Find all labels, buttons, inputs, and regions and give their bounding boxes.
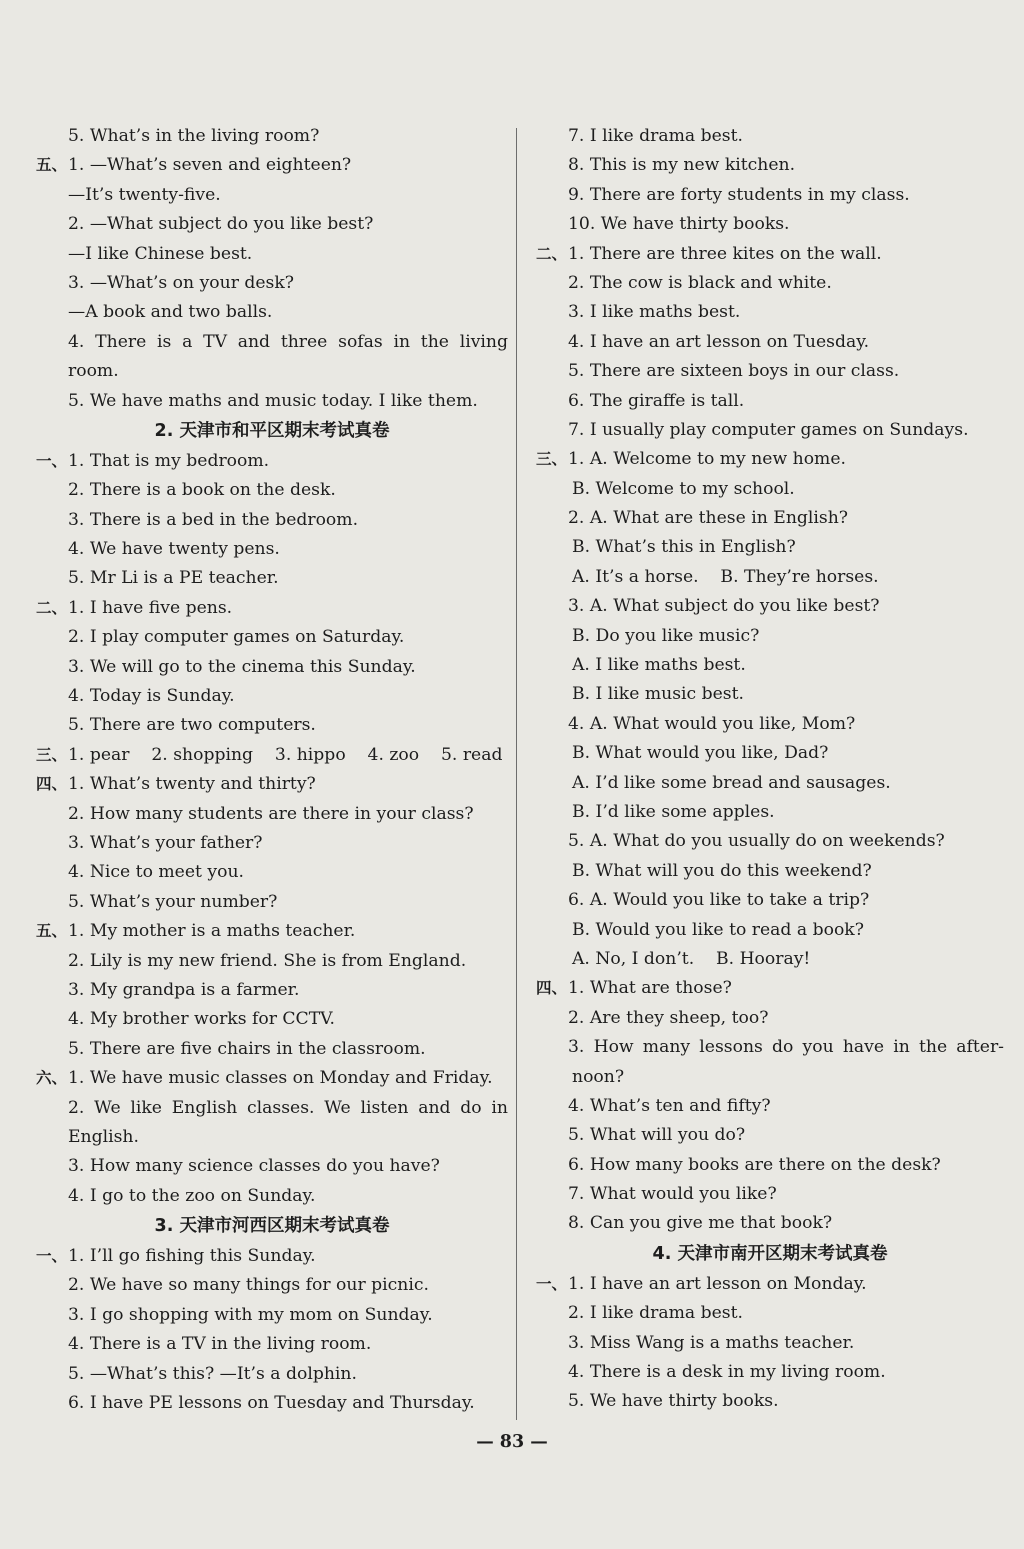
answer-line: 4. Today is Sunday. [68,686,235,707]
answer-line: 3. My grandpa is a farmer. [68,979,300,1000]
answer-line: —It’s twenty-five. [68,184,221,205]
answer-line: 5. What’s in the living room? [68,126,320,146]
answer-line: 2. How many students are there in your class? [68,803,474,824]
answer-line: 二、1. There are three kites on the wall. [536,240,1004,269]
section-marker: 四、 [36,775,68,794]
answer-line: 6. The giraffe is tall. [568,390,745,411]
answer-line: 五、1. My mother is a maths teacher. [36,917,508,946]
answer-line: 3. —What’s on your desk? [68,272,294,293]
answer-line: 四、1. What’s twenty and thirty? [36,770,508,799]
answer-line: 10. We have thirty books. [568,214,790,235]
answer-line: 5. There are five chairs in the classroom. [68,1038,426,1059]
answer-line: 5. What will you do? [568,1125,746,1146]
answer-line: 5. A. What do you usually do on weekends? [568,831,945,852]
answer-line: B. What’s this in English? [572,537,796,558]
answer-line: 8. This is my new kitchen. [568,155,796,176]
section-marker: 二、 [36,598,68,617]
answer-line: 9. There are forty students in my class. [568,184,910,205]
answer-line: 6. I have PE lessons on Tuesday and Thursday. [68,1393,475,1414]
answer-line: 4. My brother works for CCTV. [68,1009,336,1030]
answer-line: A. It’s a horse. B. They’re horses. [572,566,879,587]
section-marker: 一、 [36,451,68,470]
answer-line: 3. How many science classes do you have? [68,1156,440,1177]
right-column [536,122,1004,1417]
answer-line: 3. I like maths best. [568,302,741,323]
answer-line: room. [68,361,119,382]
section-marker: 二、 [536,244,568,263]
section-marker: 五、 [36,156,68,175]
answer-line: 4. We have twenty pens. [68,539,280,560]
answer-line: 6. How many books are there on the desk? [568,1154,941,1175]
answer-line: B. What would you like, Dad? [572,743,829,764]
answer-line: 2. Lily is my new friend. She is from England. [68,950,467,971]
answer-line: B. I’d like some apples. [572,801,775,822]
section-title: 4. 天津市南开区期末考试真卷 [652,1243,888,1264]
answer-line: 一、1. I’ll go fishing this Sunday. [36,1242,508,1271]
answer-line: 4. Nice to meet you. [68,862,244,883]
answer-line: 4. I have an art lesson on Tuesday. [568,331,870,352]
answer-line: B. Do you like music? [572,625,760,646]
answer-line: 六、1. We have music classes on Monday and Friday. [36,1064,508,1093]
answer-line: 5. We have thirty books. [568,1391,779,1412]
section-title: 2. 天津市和平区期末考试真卷 [154,420,390,441]
answer-line: 三、1. pear 2. shopping 3. hippo 4. zoo 5. read [36,741,508,770]
answer-line: 一、1. That is my bedroom. [36,447,508,476]
answer-line: B. Would you like to read a book? [572,919,864,940]
answer-line: 四、1. What are those? [536,974,1004,1003]
section-marker: 三、 [536,450,568,469]
answer-line: 5. What’s your number? [68,891,278,912]
answer-line: A. I like maths best. [572,655,746,676]
answer-line: 5. We have maths and music today. I like them. [68,390,478,411]
answer-line: A. I’d like some bread and sausages. [572,772,891,793]
answer-line: 8. Can you give me that book? [568,1213,833,1234]
answer-line: 二、1. I have five pens. [36,594,508,623]
answer-line: 7. What would you like? [568,1184,777,1205]
answer-line: 3. There is a bed in the bedroom. [68,509,359,530]
answer-line: 5. Mr Li is a PE teacher. [68,568,279,589]
answer-line: 4. A. What would you like, Mom? [568,713,856,734]
answer-line: English. [68,1126,139,1147]
answer-line: 4. There is a TV and three sofas in the living [68,331,508,352]
answer-line: 3. What’s your father? [68,832,263,853]
answer-line: B. Welcome to my school. [572,478,795,499]
answer-line: 3. I go shopping with my mom on Sunday. [68,1304,433,1325]
section-marker: 五、 [36,922,68,941]
answer-line: 3. We will go to the cinema this Sunday. [68,656,416,677]
answer-line: 4. There is a TV in the living room. [68,1334,372,1355]
answer-line: —I like Chinese best. [68,243,253,264]
answer-line: 3. How many lessons do you have in the after- [568,1037,1004,1058]
answer-line: 3. Miss Wang is a maths teacher. [568,1332,855,1353]
answer-line: 4. What’s ten and fifty? [568,1095,771,1116]
answer-line: 6. A. Would you like to take a trip? [568,890,870,911]
answer-line: 7. I usually play computer games on Sundays. [568,419,969,440]
answer-line: 一、1. I have an art lesson on Monday. [536,1270,1004,1299]
answer-line: 2. —What subject do you like best? [68,214,374,235]
answer-line: 2. I like drama best. [568,1303,743,1324]
answer-line: 5. There are two computers. [68,715,316,736]
answer-line: 5. There are sixteen boys in our class. [568,361,900,382]
answer-line: B. I like music best. [572,684,744,705]
section-marker: 六、 [36,1069,68,1088]
answer-line: 五、1. —What’s seven and eighteen? [36,151,508,180]
section-marker: 一、 [36,1247,68,1266]
answer-line: A. No, I don’t. B. Hooray! [572,948,811,969]
answer-line: B. What will you do this weekend? [572,860,872,881]
answer-line: 7. I like drama best. [568,126,743,146]
column-divider [516,128,517,1420]
answer-line: 4. I go to the zoo on Sunday. [68,1185,316,1206]
section-marker: 三、 [36,745,68,764]
answer-line: 5. —What’s this? —It’s a dolphin. [68,1363,357,1384]
answer-line: 4. There is a desk in my living room. [568,1362,886,1383]
answer-line: —A book and two balls. [68,302,273,323]
page-number: — 83 — [476,1432,548,1452]
answer-line: 2. Are they sheep, too? [568,1007,769,1028]
answer-line: 2. A. What are these in English? [568,508,849,529]
answer-line: 2. I play computer games on Saturday. [68,627,405,648]
answer-line: 2. There is a book on the desk. [68,480,336,501]
section-marker: 一、 [536,1274,568,1293]
section-marker: 四、 [536,979,568,998]
left-column [36,122,508,1418]
answer-line: 2. The cow is black and white. [568,272,832,293]
answer-line: noon? [572,1066,625,1087]
answer-line: 2. We have so many things for our picnic. [68,1275,429,1296]
answer-line: 2. We like English classes. We listen and do in [68,1097,508,1118]
answer-line: 三、1. A. Welcome to my new home. [536,445,1004,474]
answer-line: 3. A. What subject do you like best? [568,596,880,617]
section-title: 3. 天津市河西区期末考试真卷 [154,1216,390,1237]
